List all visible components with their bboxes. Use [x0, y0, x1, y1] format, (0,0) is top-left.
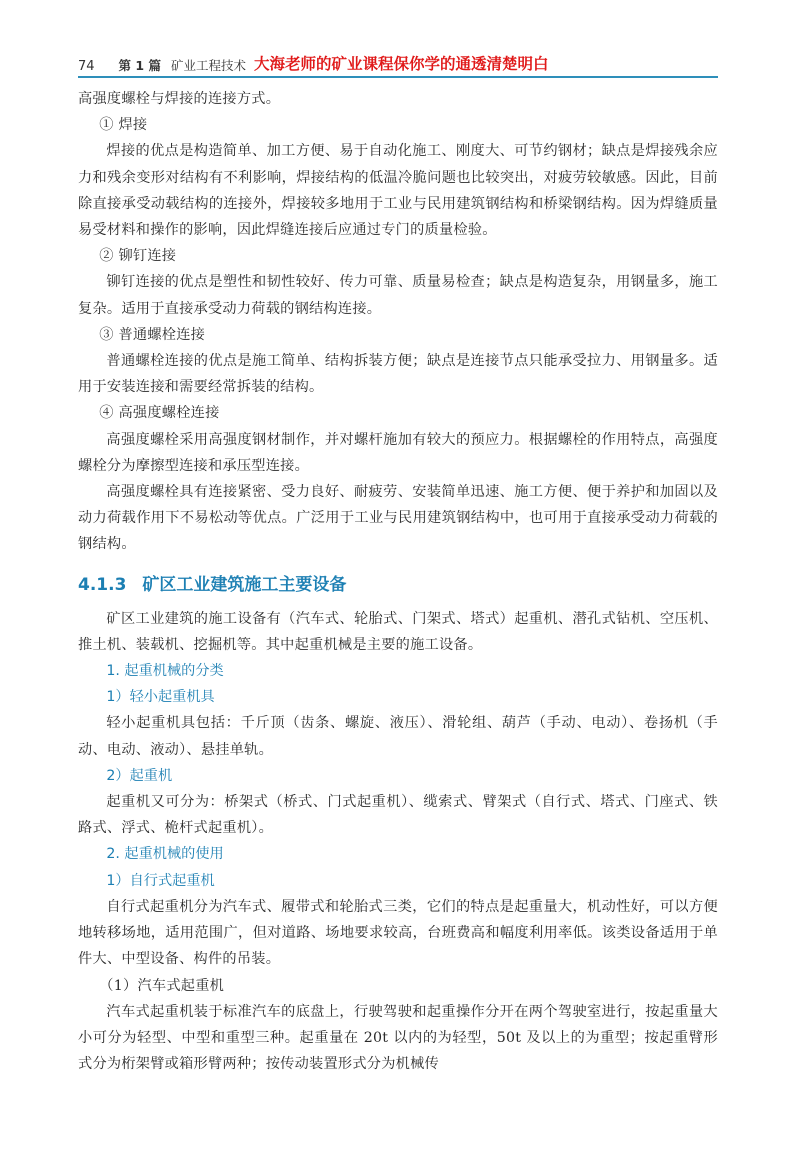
paragraph-truck-crane: 汽车式起重机装于标准汽车的底盘上，行驶驾驶和起重操作分开在两个驾驶室进行，按起重量大小可分为轻型、中型和重型三种。起重量在 20t 以内的为轻型，50t 及以上的为重型；按起重臂形式分为桁架臂或箱形臂两种；按传动装置形式分为机械传 [78, 1003, 718, 1073]
part-label: 第 1 篇 [118, 58, 161, 73]
promo-banner: 大海老师的矿业课程保你学的通透清楚明白 [253, 55, 549, 73]
heading-crane: 2）起重机 [106, 767, 173, 784]
paragraph-high-strength-bolt-2: 高强度螺栓具有连接紧密、受力良好、耐疲劳、安装简单迅速、施工方便、便于养护和加固以及动力荷载作用下不易松动等优点。广泛用于工业与民用建筑钢结构中，也可用于直接承受动力荷载的钢结构。 [78, 484, 718, 553]
heading-light-hoisting: 1）轻小起重机具 [106, 689, 215, 706]
section-number: 4.1.3 [78, 574, 127, 595]
paragraph-crane: 起重机又可分为：桥架式（桥式、门式起重机）、缆索式、臂架式（自行式、塔式、门座式、铁路式、浮式、桅杆式起重机）。 [78, 794, 718, 837]
paragraph-welding: 焊接的优点是构造简单、加工方便、易于自动化施工、刚度大、可节约钢材；缺点是焊接残余应力和残余变形对结构有不利影响，焊接结构的低温冷脆问题也比较突出，对疲劳较敏感。因此，目前除直接承受动载结构的连接外，焊接较多地用于工业与民用建筑钢结构和桥梁钢结构。因为焊缝质量易受材料和操作的影响，因此焊缝连接后应通过专门的质量检验。 [78, 143, 718, 239]
subheading-welding: ① 焊接 [99, 117, 148, 134]
page-number: 74 [78, 59, 95, 74]
section-heading [78, 572, 718, 598]
paragraph-self-propelled-crane: 自行式起重机分为汽车式、履带式和轮胎式三类，它们的特点是起重量大，机动性好，可以方便地转移场地，适用范围广，但对道路、场地要求较高，台班费高和幅度利用率低。该类设备适用于单件大、中型设备、构件的吊装。 [78, 898, 718, 968]
part-title: 矿业工程技术 [170, 58, 246, 73]
header-rule [78, 76, 718, 78]
paragraph-rivet: 铆钉连接的优点是塑性和韧性较好、传力可靠、质量易检查；缺点是构造复杂，用钢量多，施工复杂。适用于直接承受动力荷载的钢结构连接。 [78, 274, 718, 317]
paragraph-light-hoisting: 轻小起重机具包括：千斤顶（齿条、螺旋、液压）、滑轮组、葫芦（手动、电动）、卷扬机（手动、电动、液动）、悬挂单轨。 [78, 715, 718, 758]
heading-crane-classification: 1. 起重机械的分类 [106, 663, 224, 680]
subheading-ordinary-bolt: ③ 普通螺栓连接 [99, 326, 206, 343]
body-text [78, 86, 718, 1077]
subheading-high-strength-bolt: ④ 高强度螺栓连接 [99, 405, 220, 422]
subheading-rivet: ② 铆钉连接 [99, 248, 177, 265]
heading-self-propelled-crane: 1）自行式起重机 [106, 872, 215, 889]
paragraph-section-intro: 矿区工业建筑的施工设备有（汽车式、轮胎式、门架式、塔式）起重机、潜孔式钻机、空压机、推土机、装载机、挖掘机等。其中起重机械是主要的施工设备。 [78, 610, 718, 653]
paragraph-high-strength-bolt-1: 高强度螺栓采用高强度钢材制作，并对螺杆施加有较大的预应力。根据螺栓的作用特点，高强度螺栓分为摩擦型连接和承压型连接。 [78, 431, 718, 474]
paragraph-ordinary-bolt: 普通螺栓连接的优点是施工简单、结构拆装方便；缺点是连接节点只能承受拉力、用钢量多。适用于安装连接和需要经常拆装的结构。 [78, 353, 718, 396]
running-header [78, 46, 718, 74]
paragraph-continuation: 高强度螺栓与焊接的连接方式。 [78, 91, 281, 107]
section-title: 矿区工业建筑施工主要设备 [142, 574, 347, 595]
subheading-truck-crane: （1）汽车式起重机 [99, 977, 225, 994]
heading-crane-usage: 2. 起重机械的使用 [106, 846, 224, 863]
